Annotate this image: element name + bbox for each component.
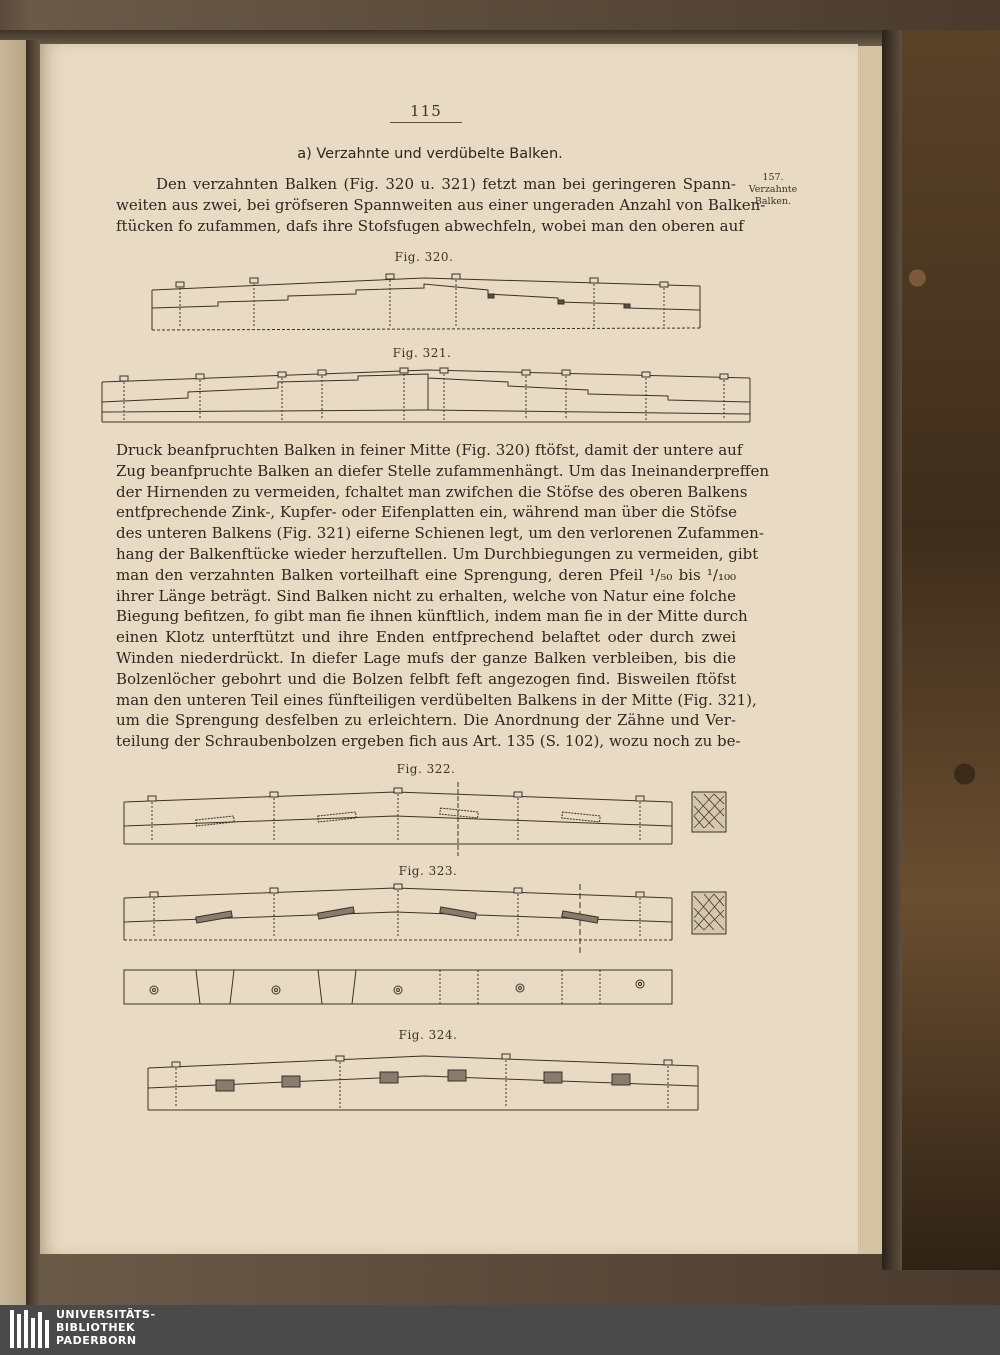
- logo-line-1: UNIVERSITÄTS-: [56, 1308, 156, 1321]
- library-logo-icon: [10, 1308, 50, 1350]
- paragraph-2-line: Biegung befitzen, fo gibt man fie ihnen künftlich, indem man fie in der Mitte durch: [116, 607, 748, 626]
- fig-324-caption: Fig. 324.: [398, 1028, 458, 1042]
- paragraph-2-line: ihrer Länge beträgt. Sind Balken nicht zu erhalten, welche von Natur eine folche: [116, 586, 736, 605]
- margin-note-line1: Verzahnte: [748, 184, 798, 195]
- margin-note-number: 157.: [762, 172, 784, 183]
- fig-321-caption: Fig. 321.: [392, 346, 452, 360]
- library-logo-text: [56, 1308, 156, 1347]
- page-number: 115: [390, 102, 462, 123]
- paragraph-2-line: Druck beanfpruchten Balken in feiner Mitte (Fig. 320) ftöfst, damit der untere auf: [116, 441, 743, 459]
- logo-line-3: PADERBORN: [56, 1334, 137, 1347]
- paragraph-2-line: der Hirnenden zu vermeiden, fchaltet man zwifchen die Stöfse des oberen Balkens: [116, 482, 748, 501]
- fig-320-drawing: [148, 270, 704, 336]
- margin-note-line2: Balken.: [754, 196, 792, 207]
- fig-321-drawing: [98, 364, 754, 426]
- fig-322-caption: Fig. 322.: [396, 762, 456, 776]
- fig-323-drawing: [120, 882, 732, 956]
- section-heading: a) Verzahnte und verdübelte Balken.: [297, 146, 563, 162]
- paragraph-2-line: des unteren Balkens (Fig. 321) eiferne Schienen legt, um den verlorenen Zufammen-: [116, 524, 764, 543]
- paragraph-2-line: man den unteren Teil eines fünfteiligen verdübelten Balkens in der Mitte (Fig. 321),: [116, 690, 757, 709]
- fig-323-caption: Fig. 323.: [398, 864, 458, 878]
- page-stack-edges: [858, 46, 882, 1254]
- left-page-edge: [0, 40, 26, 1305]
- fig-320-caption: Fig. 320.: [394, 250, 454, 264]
- paragraph-2-line: hang der Balkenftücke wieder herzuftellen. Um Durchbiegungen zu vermeiden, gibt: [116, 544, 759, 563]
- fig-323-plan-view: [120, 966, 680, 1008]
- paragraph-2-line: um die Sprengung desfelben zu erleichtern. Die Anordnung der Zähne und Ver-: [116, 711, 736, 730]
- fig-324-drawing: [144, 1048, 704, 1114]
- book-cover-spine: [882, 30, 902, 1270]
- paragraph-2-line: Zug beanfpruchte Balken an diefer Stelle zufammenhängt. Um das Ineinanderpreffen: [116, 461, 769, 480]
- paragraph-2-line: entfprechende Zink-, Kupfer- oder Eifenplatten ein, während man über die Stöfse: [116, 503, 738, 522]
- paragraph-2-line: einen Klotz unterftützt und ihre Enden entfprechend belaftet oder durch zwei: [116, 628, 736, 647]
- paragraph-1: [116, 174, 766, 236]
- logo-line-2: BIBLIOTHEK: [56, 1321, 136, 1334]
- paragraph-2: [116, 440, 769, 752]
- paragraph-1-line: weiten aus zwei, bei gröfseren Spannweiten aus einer ungeraden Anzahl von Balken-: [116, 195, 766, 214]
- paragraph-2-line: teilung der Schraubenbolzen ergeben fich aus Art. 135 (S. 102), wozu noch zu be-: [116, 732, 741, 751]
- book-gutter: [26, 40, 40, 1305]
- paragraph-2-line: man den verzahnten Balken vorteilhaft eine Sprengung, deren Pfeil ¹/₅₀ bis ¹/₁₀₀: [116, 565, 736, 584]
- fig-322-drawing: [120, 782, 732, 858]
- paragraph-1-line: ftücken fo zufammen, dafs ihre Stofsfugen abwechfeln, wobei man den oberen auf: [116, 216, 744, 235]
- paragraph-1-line: Den verzahnten Balken (Fig. 320 u. 321) fetzt man bei geringeren Spann-: [156, 175, 736, 193]
- paragraph-2-line: Winden niederdrückt. In diefer Lage mufs der ganze Balken verbleiben, bis die: [116, 648, 736, 667]
- paragraph-2-line: Bolzenlöcher gebohrt und die Bolzen felbft feft angezogen find. Bisweilen ftöfst: [116, 669, 736, 688]
